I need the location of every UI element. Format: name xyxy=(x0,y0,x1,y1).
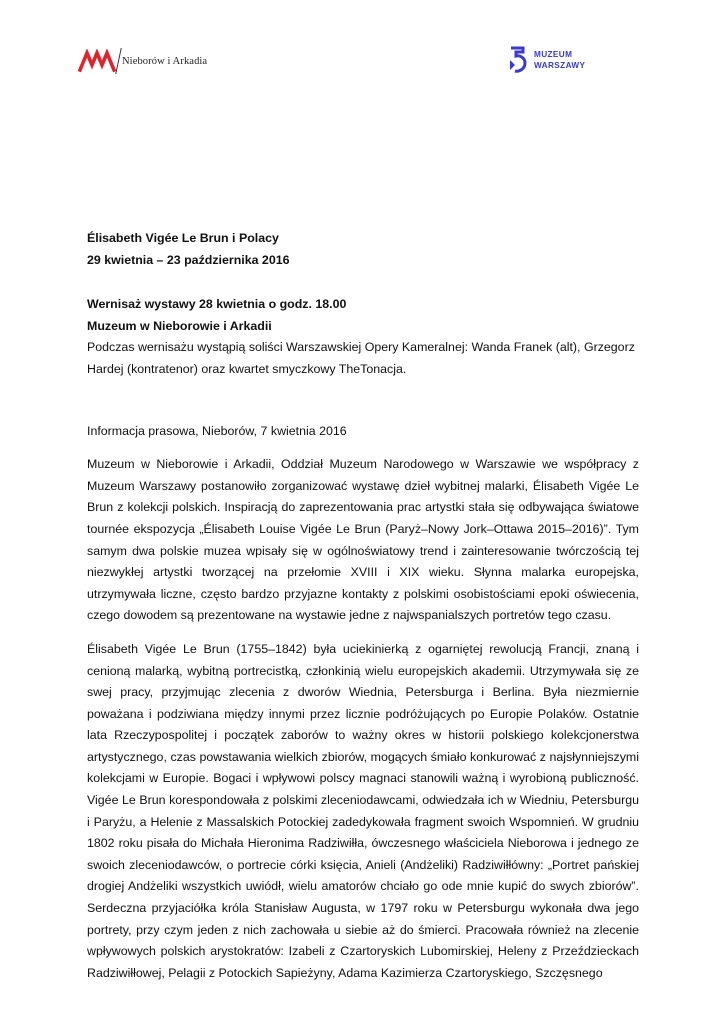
exhibition-dates: 29 kwietnia – 23 października 2016 xyxy=(87,252,290,267)
nieborow-arkadia-logo xyxy=(78,46,207,76)
muzeum-text: MUZEUM xyxy=(534,50,573,59)
opening-heading: Wernisaż wystawy 28 kwietnia o godz. 18.00 xyxy=(87,297,347,312)
venue-heading: Muzeum w Nieborowie i Arkadii xyxy=(87,318,272,333)
opening-performers-line2: Hardej (kontratenor) oraz kwartet smyczkowy TheTonacja. xyxy=(87,361,407,376)
press-info-line: Informacja prasowa, Nieborów, 7 kwietnia 2016 xyxy=(87,423,347,438)
nieborow-mark-icon xyxy=(78,49,116,73)
nieborow-logo-text: Nieborów i Arkadia xyxy=(122,55,208,67)
logo-divider xyxy=(115,48,122,74)
warszawy-text: WARSZAWY xyxy=(534,61,586,70)
exhibition-title: Élisabeth Vigée Le Brun i Polacy xyxy=(87,231,279,245)
paragraph-intro: Muzeum w Nieborowie i Arkadii, Oddział Muzeum Narodowego w Warszawie we współpracy z Muzeum Warszawy postanowiło zorganizować wystawę dzieł wybitnej malarki, Élisabeth Vigée Le Brun z kolekcji polskich. Inspiracją do zaprezentowania prac artystki stała się odbywająca światowe tournée ekspozycja „Élisabeth Louise Vigée Le Brun (Paryż–Nowy Jork–Ottawa 2015–2016)”. Tym samym dwa polskie muzea wpisały się w ogólnoświatowy trend i zainteresowanie twórczością tej niezwykłej artystki tworzącej na przełomie XVIII i XIX wieku. Słynna malarka europejska, utrzymywała liczne, często bardzo przyjazne kontakty z polskimi osobistościami epoki oświecenia, czego dowodem są prezentowane na wystawie jedne z najwspanialszych portretów tego czasu. xyxy=(87,457,639,623)
opening-performers-line1: Podczas wernisażu wystąpią soliści Warszawskiej Opery Kameralnej: Wanda Franek (alt), Grzegorz xyxy=(87,340,635,355)
muzeum-warszawy-logo xyxy=(508,46,585,74)
paragraph-biography: Élisabeth Vigée Le Brun (1755–1842) była uciekinierką z ogarniętej rewolucją Francji, znaną i cenioną malarką, wybitną portrecistką, członkinią wielu europejskich akademii. Utrzymywała się ze swej pracy, przyjmując zlecenia z dworów Wiednia, Petersburga i Berlina. Była niezmiernie poważana i podziwiana między innymi przez licznie podróżujących po Europie Polaków. Ostatnie lata Rzeczypospolitej i początek zaborów to ważny okres w historii polskiego kolekcjonerstwa artystycznego, czas powstawania wielkich zbiorów, mogących śmiało konkurować z najsłynniejszymi kolekcjami w Europie. Bogaci i wpływowi polscy magnaci stanowili ważną i wyrobioną publiczność. Vigée Le Brun korespondowała z polskimi zleceniodawcami, odwiedzała ich w Wiedniu, Petersburgu i Paryżu, a Helenie z Massalskich Potockiej zadedykowała fragment swoich Wspomnień. W grudniu 1802 roku pisała do Michała Hieronima Radziwiłła, ówczesnego właściciela Nieborowa i jednego ze swoich zleceniodawców, o portrecie córki księcia, Anieli (Andżeliki) Radziwiłłówny: „Portret pańskiej drogiej Andżeliki wszystkich uwiódł, wielu amatorów chciało go ode mnie kupić do swych zbiorów”. Serdeczna przyjaciółka króla Stanisław Augusta, w 1797 roku w Petersburgu wykonała dwa jego portrety, przy czym jeden z nich zachowała u siebie aż do śmierci. Pracowała również na zlecenie wpływowych polskich arystokratów: Izabeli z Czartoryskich Lubomirskiej, Heleny z Przeździeckach Radziwiłłowej, Pelagii z Potockich Sapieżyny, Adama Kazimierza Czartoryskiego, Szczęsnego xyxy=(87,641,639,980)
mermaid-icon xyxy=(508,46,528,74)
press-release-body xyxy=(87,228,639,984)
